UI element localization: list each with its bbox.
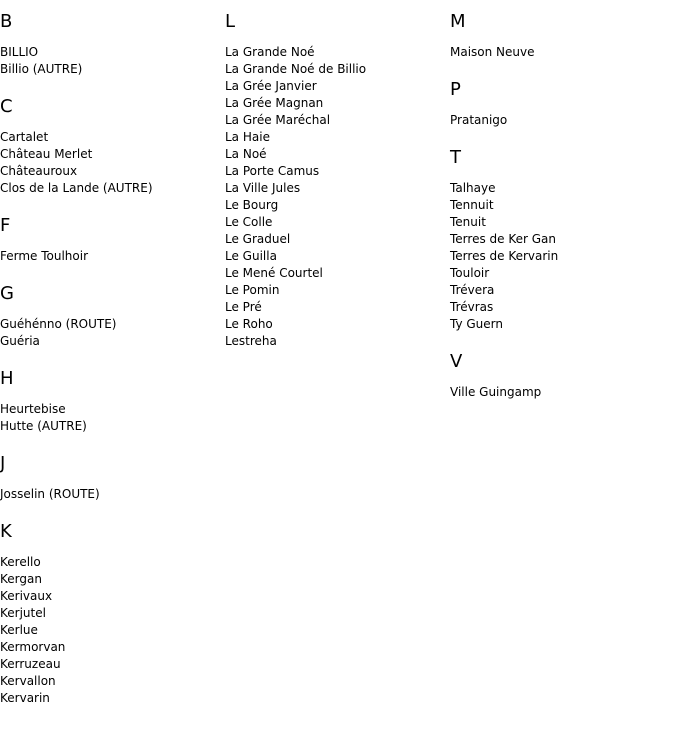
list-item: [0, 316, 215, 333]
index-column: [0, 10, 215, 724]
place-list: [450, 180, 665, 333]
place-link[interactable]: Kerivaux: [0, 589, 53, 603]
place-link[interactable]: Cartalet: [0, 130, 49, 144]
list-item: [0, 639, 215, 656]
letter-group: [450, 10, 665, 61]
list-item: [225, 214, 440, 231]
place-link[interactable]: Trévera: [450, 283, 495, 297]
place-link[interactable]: Terres de Kervarin: [450, 249, 559, 263]
list-item: [450, 316, 665, 333]
place-link[interactable]: Tenuit: [450, 215, 486, 229]
place-list: [450, 384, 665, 401]
list-item: [0, 673, 215, 690]
list-item: [225, 248, 440, 265]
place-link[interactable]: Le Bourg: [225, 198, 279, 212]
list-item: [450, 299, 665, 316]
list-item: [225, 197, 440, 214]
list-item: [225, 44, 440, 61]
list-item: [225, 333, 440, 350]
list-item: [0, 554, 215, 571]
letter-heading: T: [450, 147, 461, 168]
letter-heading: H: [0, 368, 14, 389]
list-item: [225, 146, 440, 163]
place-link[interactable]: BILLIO: [0, 45, 39, 59]
list-item: [450, 214, 665, 231]
list-item: [450, 384, 665, 401]
place-link[interactable]: Ville Guingamp: [450, 385, 542, 399]
place-link[interactable]: Ferme Toulhoir: [0, 249, 89, 263]
place-link[interactable]: Le Mené Courtel: [225, 266, 323, 280]
place-link[interactable]: Pratanigo: [450, 113, 508, 127]
letter-heading: P: [450, 79, 461, 100]
place-link[interactable]: La Haie: [225, 130, 270, 144]
letter-heading: C: [0, 96, 13, 117]
place-link[interactable]: Ty Guern: [450, 317, 503, 331]
place-link[interactable]: Guéria: [0, 334, 40, 348]
letter-group: [0, 520, 215, 707]
letter-group: [0, 214, 215, 265]
place-link[interactable]: Billio (AUTRE): [0, 62, 83, 76]
list-item: [450, 197, 665, 214]
list-item: [0, 61, 215, 78]
list-item: [225, 265, 440, 282]
place-list: [0, 554, 215, 707]
place-list: [0, 248, 215, 265]
place-link[interactable]: Tennuit: [450, 198, 494, 212]
place-link[interactable]: La Noé: [225, 147, 267, 161]
place-link[interactable]: La Porte Camus: [225, 164, 320, 178]
list-item: [0, 588, 215, 605]
place-link[interactable]: Kervarin: [0, 691, 50, 705]
list-item: [450, 282, 665, 299]
index-column: [225, 10, 440, 367]
list-item: [0, 248, 215, 265]
place-link[interactable]: La Grande Noé de Billio: [225, 62, 367, 76]
letter-heading: F: [0, 215, 11, 236]
place-link[interactable]: Le Guilla: [225, 249, 277, 263]
list-item: [225, 129, 440, 146]
list-item: [450, 265, 665, 282]
place-link[interactable]: La Grée Maréchal: [225, 113, 331, 127]
list-item: [225, 282, 440, 299]
place-list: [450, 112, 665, 129]
list-item: [450, 112, 665, 129]
list-item: [450, 180, 665, 197]
place-link[interactable]: Kerjutel: [0, 606, 46, 620]
place-link[interactable]: Le Graduel: [225, 232, 291, 246]
list-item: [0, 571, 215, 588]
list-item: [225, 299, 440, 316]
letter-group: [450, 146, 665, 333]
place-link[interactable]: Le Roho: [225, 317, 273, 331]
place-link[interactable]: Josselin (ROUTE): [0, 487, 100, 501]
list-item: [0, 690, 215, 707]
list-item: [0, 44, 215, 61]
place-list: [0, 316, 215, 350]
letter-group: [450, 350, 665, 401]
letter-heading: B: [0, 11, 13, 32]
place-link[interactable]: Kerlue: [0, 623, 38, 637]
list-item: [0, 129, 215, 146]
list-item: [225, 61, 440, 78]
place-link[interactable]: Kerello: [0, 555, 41, 569]
place-link[interactable]: La Ville Jules: [225, 181, 301, 195]
letter-heading: K: [0, 521, 12, 542]
place-link[interactable]: Talhaye: [450, 181, 496, 195]
place-list: [0, 44, 215, 78]
letter-group: [450, 78, 665, 129]
list-item: [0, 656, 215, 673]
place-link[interactable]: Clos de la Lande (AUTRE): [0, 181, 153, 195]
letter-group: [0, 282, 215, 350]
place-link[interactable]: Château Merlet: [0, 147, 93, 161]
list-item: [225, 112, 440, 129]
list-item: [225, 78, 440, 95]
letter-group: [225, 10, 440, 350]
list-item: [0, 418, 215, 435]
list-item: [450, 248, 665, 265]
place-link[interactable]: Kermorvan: [0, 640, 66, 654]
place-link[interactable]: Heurtebise: [0, 402, 66, 416]
place-list: [450, 44, 665, 61]
place-link[interactable]: Maison Neuve: [450, 45, 535, 59]
place-link[interactable]: Hutte (AUTRE): [0, 419, 87, 433]
list-item: [225, 95, 440, 112]
letter-group: [0, 95, 215, 197]
place-list: [0, 129, 215, 197]
list-item: [225, 316, 440, 333]
list-item: [0, 486, 215, 503]
place-link[interactable]: Châteauroux: [0, 164, 78, 178]
place-list: [225, 44, 440, 350]
list-item: [450, 44, 665, 61]
place-link[interactable]: La Grée Magnan: [225, 96, 324, 110]
list-item: [0, 163, 215, 180]
list-item: [225, 163, 440, 180]
place-link[interactable]: Lestreha: [225, 334, 277, 348]
place-link[interactable]: Kervallon: [0, 674, 56, 688]
place-link[interactable]: Le Pré: [225, 300, 262, 314]
place-list: [0, 401, 215, 435]
list-item: [0, 333, 215, 350]
letter-heading: L: [225, 11, 236, 32]
place-link[interactable]: Kerruzeau: [0, 657, 61, 671]
place-link[interactable]: Terres de Ker Gan: [450, 232, 556, 246]
place-link[interactable]: Le Colle: [225, 215, 273, 229]
index-column: [450, 10, 665, 418]
letter-heading: G: [0, 283, 14, 304]
list-item: [0, 146, 215, 163]
place-link[interactable]: La Grée Janvier: [225, 79, 317, 93]
letter-group: [0, 452, 215, 503]
place-list: [0, 486, 215, 503]
letter-group: [0, 10, 215, 78]
place-link[interactable]: Trévras: [450, 300, 494, 314]
list-item: [0, 605, 215, 622]
place-link[interactable]: Guéhénno (ROUTE): [0, 317, 117, 331]
place-link[interactable]: Kergan: [0, 572, 42, 586]
letter-heading: V: [450, 351, 463, 372]
list-item: [0, 401, 215, 418]
place-link[interactable]: La Grande Noé: [225, 45, 315, 59]
list-item: [0, 622, 215, 639]
list-item: [225, 231, 440, 248]
list-item: [0, 180, 215, 197]
list-item: [225, 180, 440, 197]
place-link[interactable]: Touloir: [450, 266, 490, 280]
letter-group: [0, 367, 215, 435]
letter-heading: M: [450, 11, 466, 32]
list-item: [450, 231, 665, 248]
place-link[interactable]: Le Pomin: [225, 283, 280, 297]
letter-heading: J: [0, 453, 6, 474]
